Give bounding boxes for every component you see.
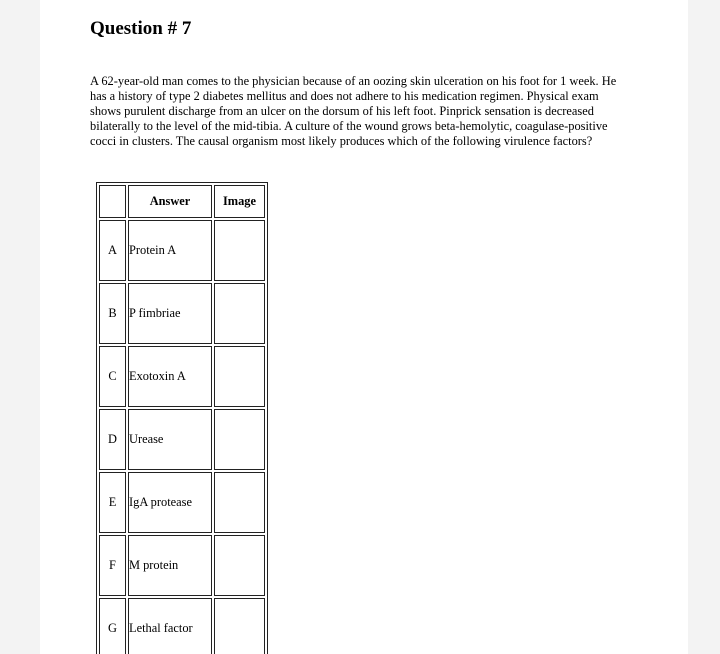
answer-table <box>96 182 268 654</box>
answer-letter: B <box>99 283 126 344</box>
answer-image-cell <box>214 598 265 654</box>
answer-text: P fimbriae <box>128 283 212 344</box>
answer-text: Urease <box>128 409 212 470</box>
answer-table-header <box>99 185 265 218</box>
answer-row-f <box>99 535 265 596</box>
document-page <box>40 0 688 654</box>
answer-letter: A <box>99 220 126 281</box>
header-answer: Answer <box>128 185 212 218</box>
header-image: Image <box>214 185 265 218</box>
answer-image-cell <box>214 346 265 407</box>
answer-image-cell <box>214 409 265 470</box>
answer-image-cell <box>214 220 265 281</box>
answer-text: Lethal factor <box>128 598 212 654</box>
answer-text: IgA protease <box>128 472 212 533</box>
answer-row-g <box>99 598 265 654</box>
answer-text: Protein A <box>128 220 212 281</box>
answer-row-e <box>99 472 265 533</box>
header-letter <box>99 185 126 218</box>
answer-letter: G <box>99 598 126 654</box>
answer-image-cell <box>214 472 265 533</box>
answer-letter: F <box>99 535 126 596</box>
answer-row-c <box>99 346 265 407</box>
question-title: Question # 7 <box>90 18 192 39</box>
answer-text: M protein <box>128 535 212 596</box>
answer-row-a <box>99 220 265 281</box>
answer-image-cell <box>214 283 265 344</box>
answer-row-d <box>99 409 265 470</box>
question-text: A 62-year-old man comes to the physician because of an oozing skin ulceration on his foot for 1 week. He has a history of type 2 diabetes mellitus and does not adhere to his medication regimen. Physical exam shows purulent discharge from an ulcer on the dorsum of his left foot. Pinprick sensation is decreased bilaterally to the level of the mid-tibia. A culture of the wound grows beta-hemolytic, coagulase-positive cocci in clusters. The causal organism most likely produces which of the following virulence factors? <box>90 74 617 148</box>
answer-letter: D <box>99 409 126 470</box>
answer-text: Exotoxin A <box>128 346 212 407</box>
answer-letter: C <box>99 346 126 407</box>
answer-row-b <box>99 283 265 344</box>
answer-image-cell <box>214 535 265 596</box>
answer-letter: E <box>99 472 126 533</box>
